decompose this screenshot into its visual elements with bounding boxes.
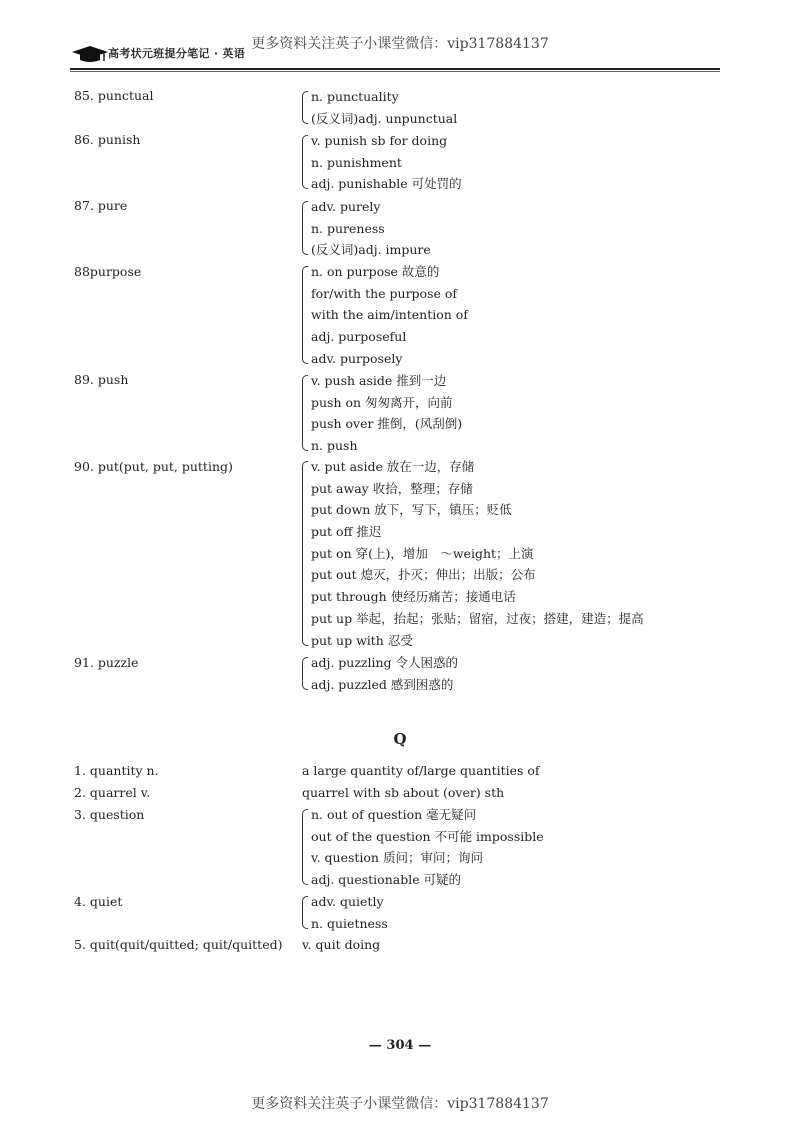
definition-line: adj. puzzled 感到困惑的 <box>311 676 454 692</box>
definition-line: v. question 质问；审问；询问 <box>311 850 483 866</box>
definition-line: adj. questionable 可疑的 <box>311 872 462 888</box>
entry-term: 88purpose <box>74 264 142 279</box>
definition-line: (反义词)adj. impure <box>311 242 431 258</box>
definition-line: adj. puzzling 令人困惑的 <box>311 655 459 670</box>
definition-line: v. quit doing <box>302 937 381 952</box>
watermark-top: 更多资料关注英子小课堂微信：vip317884137 <box>251 36 549 52</box>
definition-line: adv. purely <box>311 199 381 214</box>
header-rule <box>70 68 720 70</box>
definition-line: put up with 忍受 <box>311 632 413 648</box>
definition-line: adj. purposeful <box>311 329 407 345</box>
definition-line: v. punish sb for doing <box>311 133 448 148</box>
definition-line: adv. purposely <box>311 350 403 366</box>
definition-line: with the aim/intention of <box>311 307 468 323</box>
definition-line: put on 穿(上)，增加 ～weight；上演 <box>311 545 534 561</box>
entry-definitions <box>302 891 388 934</box>
definition-line: put out 熄灭，扑灭；伸出；出版；公布 <box>311 567 536 583</box>
entry-term: 91. puzzle <box>74 655 139 670</box>
definition-line: push on 匆匆离开，向前 <box>311 394 453 410</box>
definition-line: put through 使经历痛苦；接通电话 <box>311 589 516 605</box>
definition-line: a large quantity of/large quantities of <box>302 763 540 778</box>
definition-line: (反义词)adj. unpunctual <box>311 110 458 126</box>
definition-line: n. quietness <box>311 915 388 931</box>
entry-term: 85. punctual <box>74 88 154 103</box>
definition-line: for/with the purpose of <box>311 285 458 301</box>
entry-definitions <box>302 370 462 457</box>
definition-line: v. put aside 放在一边，存储 <box>311 459 475 474</box>
definition-line: n. push <box>311 438 358 454</box>
entry-term: 2. quarrel v. <box>74 785 151 800</box>
definition-line: n. punishment <box>311 154 402 170</box>
entry-term: 5. quit(quit/quitted; quit/quitted) <box>74 937 283 952</box>
definition-line: adj. punishable 可处罚的 <box>311 176 462 192</box>
definition-line: push over 推倒，(风刮倒) <box>311 416 463 432</box>
header-title: 高考状元班提分笔记 · 英语 <box>108 47 246 60</box>
definition-line: v. push aside 推到一边 <box>311 373 447 388</box>
entry-definitions <box>302 760 540 782</box>
definition-line: adv. quietly <box>311 894 384 909</box>
definition-line: n. on purpose 故意的 <box>311 264 440 279</box>
entry-definitions <box>302 782 504 804</box>
entry-term: 86. punish <box>74 132 141 147</box>
entry-definitions <box>302 86 457 129</box>
entry-term: 90. put(put, put, putting) <box>74 459 233 474</box>
entry-term: 89. push <box>74 372 129 387</box>
entry-definitions <box>302 652 458 695</box>
definition-line: put up 举起，抬起；张贴；留宿，过夜；搭建，建造；提高 <box>311 610 644 626</box>
entry-definitions <box>302 196 431 261</box>
entry-definitions <box>302 804 544 891</box>
definition-line: put off 推迟 <box>311 524 382 540</box>
entry-term: 4. quiet <box>74 894 123 909</box>
graduation-cap-icon <box>70 44 110 64</box>
definition-line: n. out of question 毫无疑问 <box>311 807 477 822</box>
watermark-bottom: 更多资料关注英子小课堂微信：vip317884137 <box>251 1096 549 1112</box>
entry-definitions <box>302 934 380 956</box>
definition-line: put away 收拾，整理；存储 <box>311 480 473 496</box>
definition-line: n. punctuality <box>311 89 399 104</box>
header-rule-thin <box>70 71 720 72</box>
definition-line: quarrel with sb about (over) sth <box>302 785 505 800</box>
entry-term: 1. quantity n. <box>74 763 159 778</box>
definition-line: n. pureness <box>311 220 385 236</box>
entry-definitions <box>302 130 462 195</box>
entry-term: 87. pure <box>74 198 128 213</box>
page-number: — 304 — <box>368 1038 432 1053</box>
section-heading: Q <box>393 730 407 748</box>
definition-line: out of the question 不可能 impossible <box>311 828 544 844</box>
definition-line: put down 放下，写下，镇压；贬低 <box>311 502 512 518</box>
entry-term: 3. question <box>74 807 145 822</box>
entry-definitions <box>302 456 644 651</box>
entry-definitions <box>302 261 468 369</box>
